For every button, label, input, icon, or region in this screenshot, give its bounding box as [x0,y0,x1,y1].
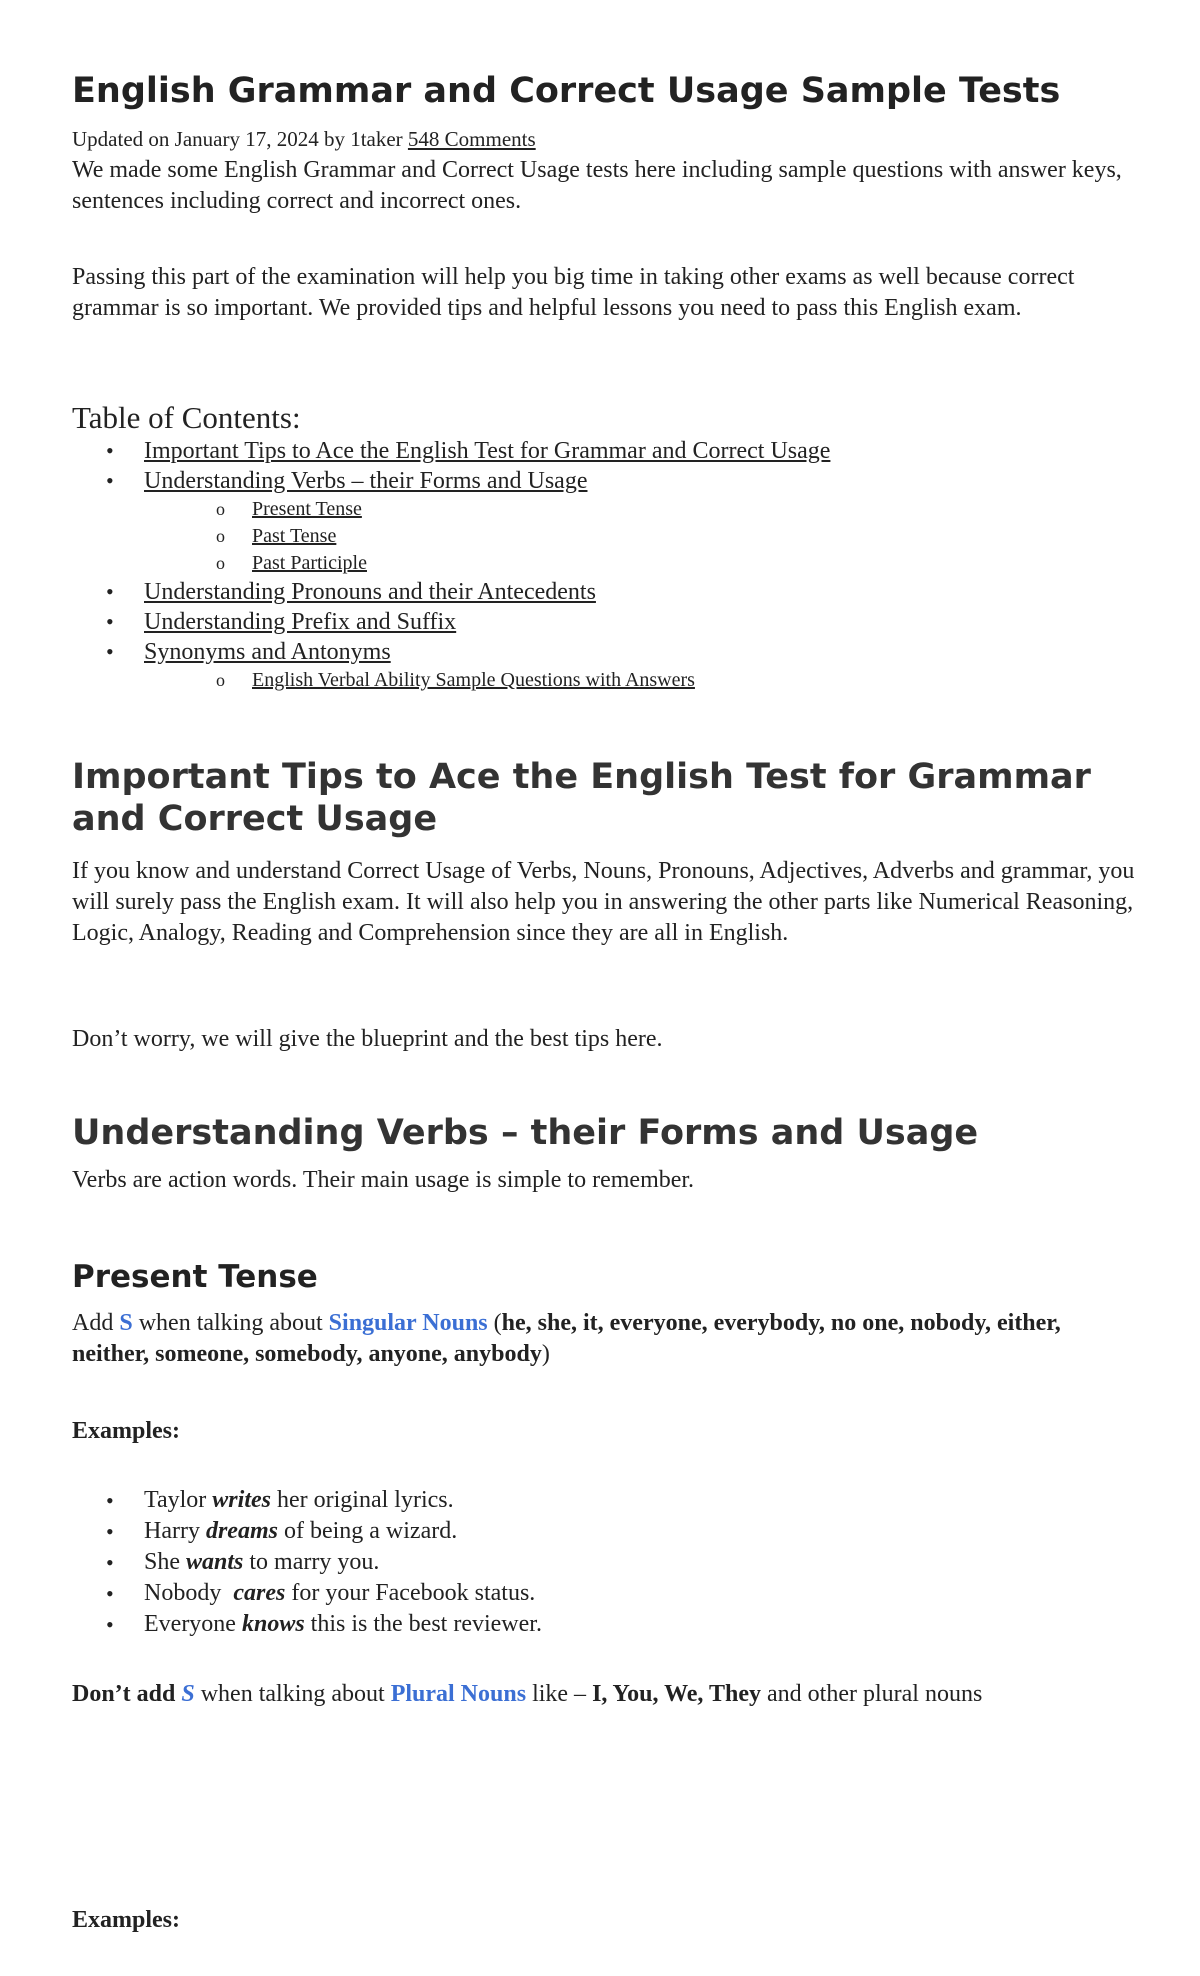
intro-paragraph-2: Passing this part of the examination will help you big time in taking other exams as well because correct grammar is so important. We provided tips and helpful lessons you need to pass this English exam. [72,264,1075,321]
toc-link-verbal-ability[interactable]: English Verbal Ability Sample Questions with Answers [252,669,695,691]
toc-link-verbs[interactable]: Understanding Verbs – their Forms and Usage [144,468,588,494]
toc-item [72,607,1140,637]
list-item [72,1578,1140,1609]
toc-link-tips[interactable]: Important Tips to Ace the English Test for Grammar and Correct Usage [144,438,831,464]
examples-label-2: Examples: [72,1907,180,1933]
example-text: her original lyrics. [270,1487,454,1513]
example-text: this is the best reviewer. [304,1611,542,1637]
dont-plural-highlight: Plural Nouns [390,1681,527,1707]
dont-add-rule [72,1679,1140,1710]
section-heading-tips: Important Tips to Ace the English Test for Grammar and Correct Usage [72,757,1091,839]
toc-item [72,637,1140,667]
dont-pronoun-list: I, You, We, They [592,1681,761,1707]
toc-link-pronouns[interactable]: Understanding Pronouns and their Antecedents [144,579,596,605]
toc-subitem [72,523,1140,550]
toc-item [72,577,1140,607]
example-verb: dreams [205,1518,278,1544]
updated-text: Updated on January 17, 2024 by 1taker [72,127,403,151]
rule-close-paren: ) [541,1341,550,1367]
examples-label: Examples: [72,1418,180,1444]
verbs-paragraph: Verbs are action words. Their main usage is simple to remember. [72,1167,695,1193]
comments-link[interactable]: 548 Comments [407,127,536,151]
toc-link-past-tense[interactable]: Past Tense [252,525,337,547]
toc-link-synonyms[interactable]: Synonyms and Antonyms [144,639,391,665]
tips-paragraph-1: If you know and understand Correct Usage of Verbs, Nouns, Pronouns, Adjectives, Adverbs and grammar, you will surely pass the English exam. It will also help you in answering the other parts like Numerical Reasoning, Logic, Analogy, Reading and Comprehension since they are all in English. [72,858,1135,946]
rule-singular-highlight: Singular Nouns [328,1310,488,1336]
dont-when-text: when talking about [194,1681,391,1707]
list-item [72,1485,1140,1516]
page-title: English Grammar and Correct Usage Sample Tests [72,71,1061,111]
rule-pronoun-list: he, she, it, everyone, everybody, no one, nobody, either, neither, someone, somebody, anyone, anybody [72,1310,1061,1367]
toc-subitem [72,496,1140,523]
examples-list [72,1485,1140,1640]
dont-like-text: like – [526,1681,593,1707]
list-item [72,1547,1140,1578]
dont-rest-text: and other plural nouns [761,1681,983,1707]
toc-subitem [72,667,1140,694]
present-rule [72,1308,1140,1370]
toc-item [72,466,1140,496]
example-verb: cares [233,1580,286,1606]
table-of-contents [72,400,1140,694]
toc-link-present-tense[interactable]: Present Tense [252,498,362,520]
example-text: for your Facebook status. [285,1580,536,1606]
dont-s-highlight: S [181,1681,195,1707]
section-heading-present-tense: Present Tense [72,1259,318,1295]
rule-add-text: Add [72,1310,120,1336]
rule-open-paren: ( [487,1310,502,1336]
rule-s-highlight: S [119,1310,133,1336]
example-verb: writes [212,1487,271,1513]
example-text: Nobody [144,1580,234,1606]
example-text: to marry you. [243,1549,380,1575]
dont-add-text: Don’t add [72,1681,182,1707]
example-verb: wants [186,1549,244,1575]
example-text: Everyone [144,1611,242,1637]
toc-title: Table of Contents: [72,400,301,435]
intro-paragraph-1: We made some English Grammar and Correct Usage tests here including sample questions with answer keys, sentences including correct and incorrect ones. [72,157,1122,214]
rule-when-text: when talking about [132,1310,329,1336]
article-meta [72,126,1140,152]
toc-link-prefix-suffix[interactable]: Understanding Prefix and Suffix [144,609,457,635]
toc-link-past-participle[interactable]: Past Participle [252,552,367,574]
section-heading-verbs: Understanding Verbs – their Forms and Usage [72,1113,979,1153]
example-text: Harry [144,1518,206,1544]
tips-paragraph-2: Don’t worry, we will give the blueprint and the best tips here. [72,1026,663,1052]
toc-item [72,436,1140,466]
list-item [72,1516,1140,1547]
example-text: of being a wizard. [277,1518,458,1544]
list-item [72,1609,1140,1640]
toc-subitem [72,550,1140,577]
example-text: She [144,1549,186,1575]
example-text: Taylor [144,1487,213,1513]
example-verb: knows [241,1611,305,1637]
